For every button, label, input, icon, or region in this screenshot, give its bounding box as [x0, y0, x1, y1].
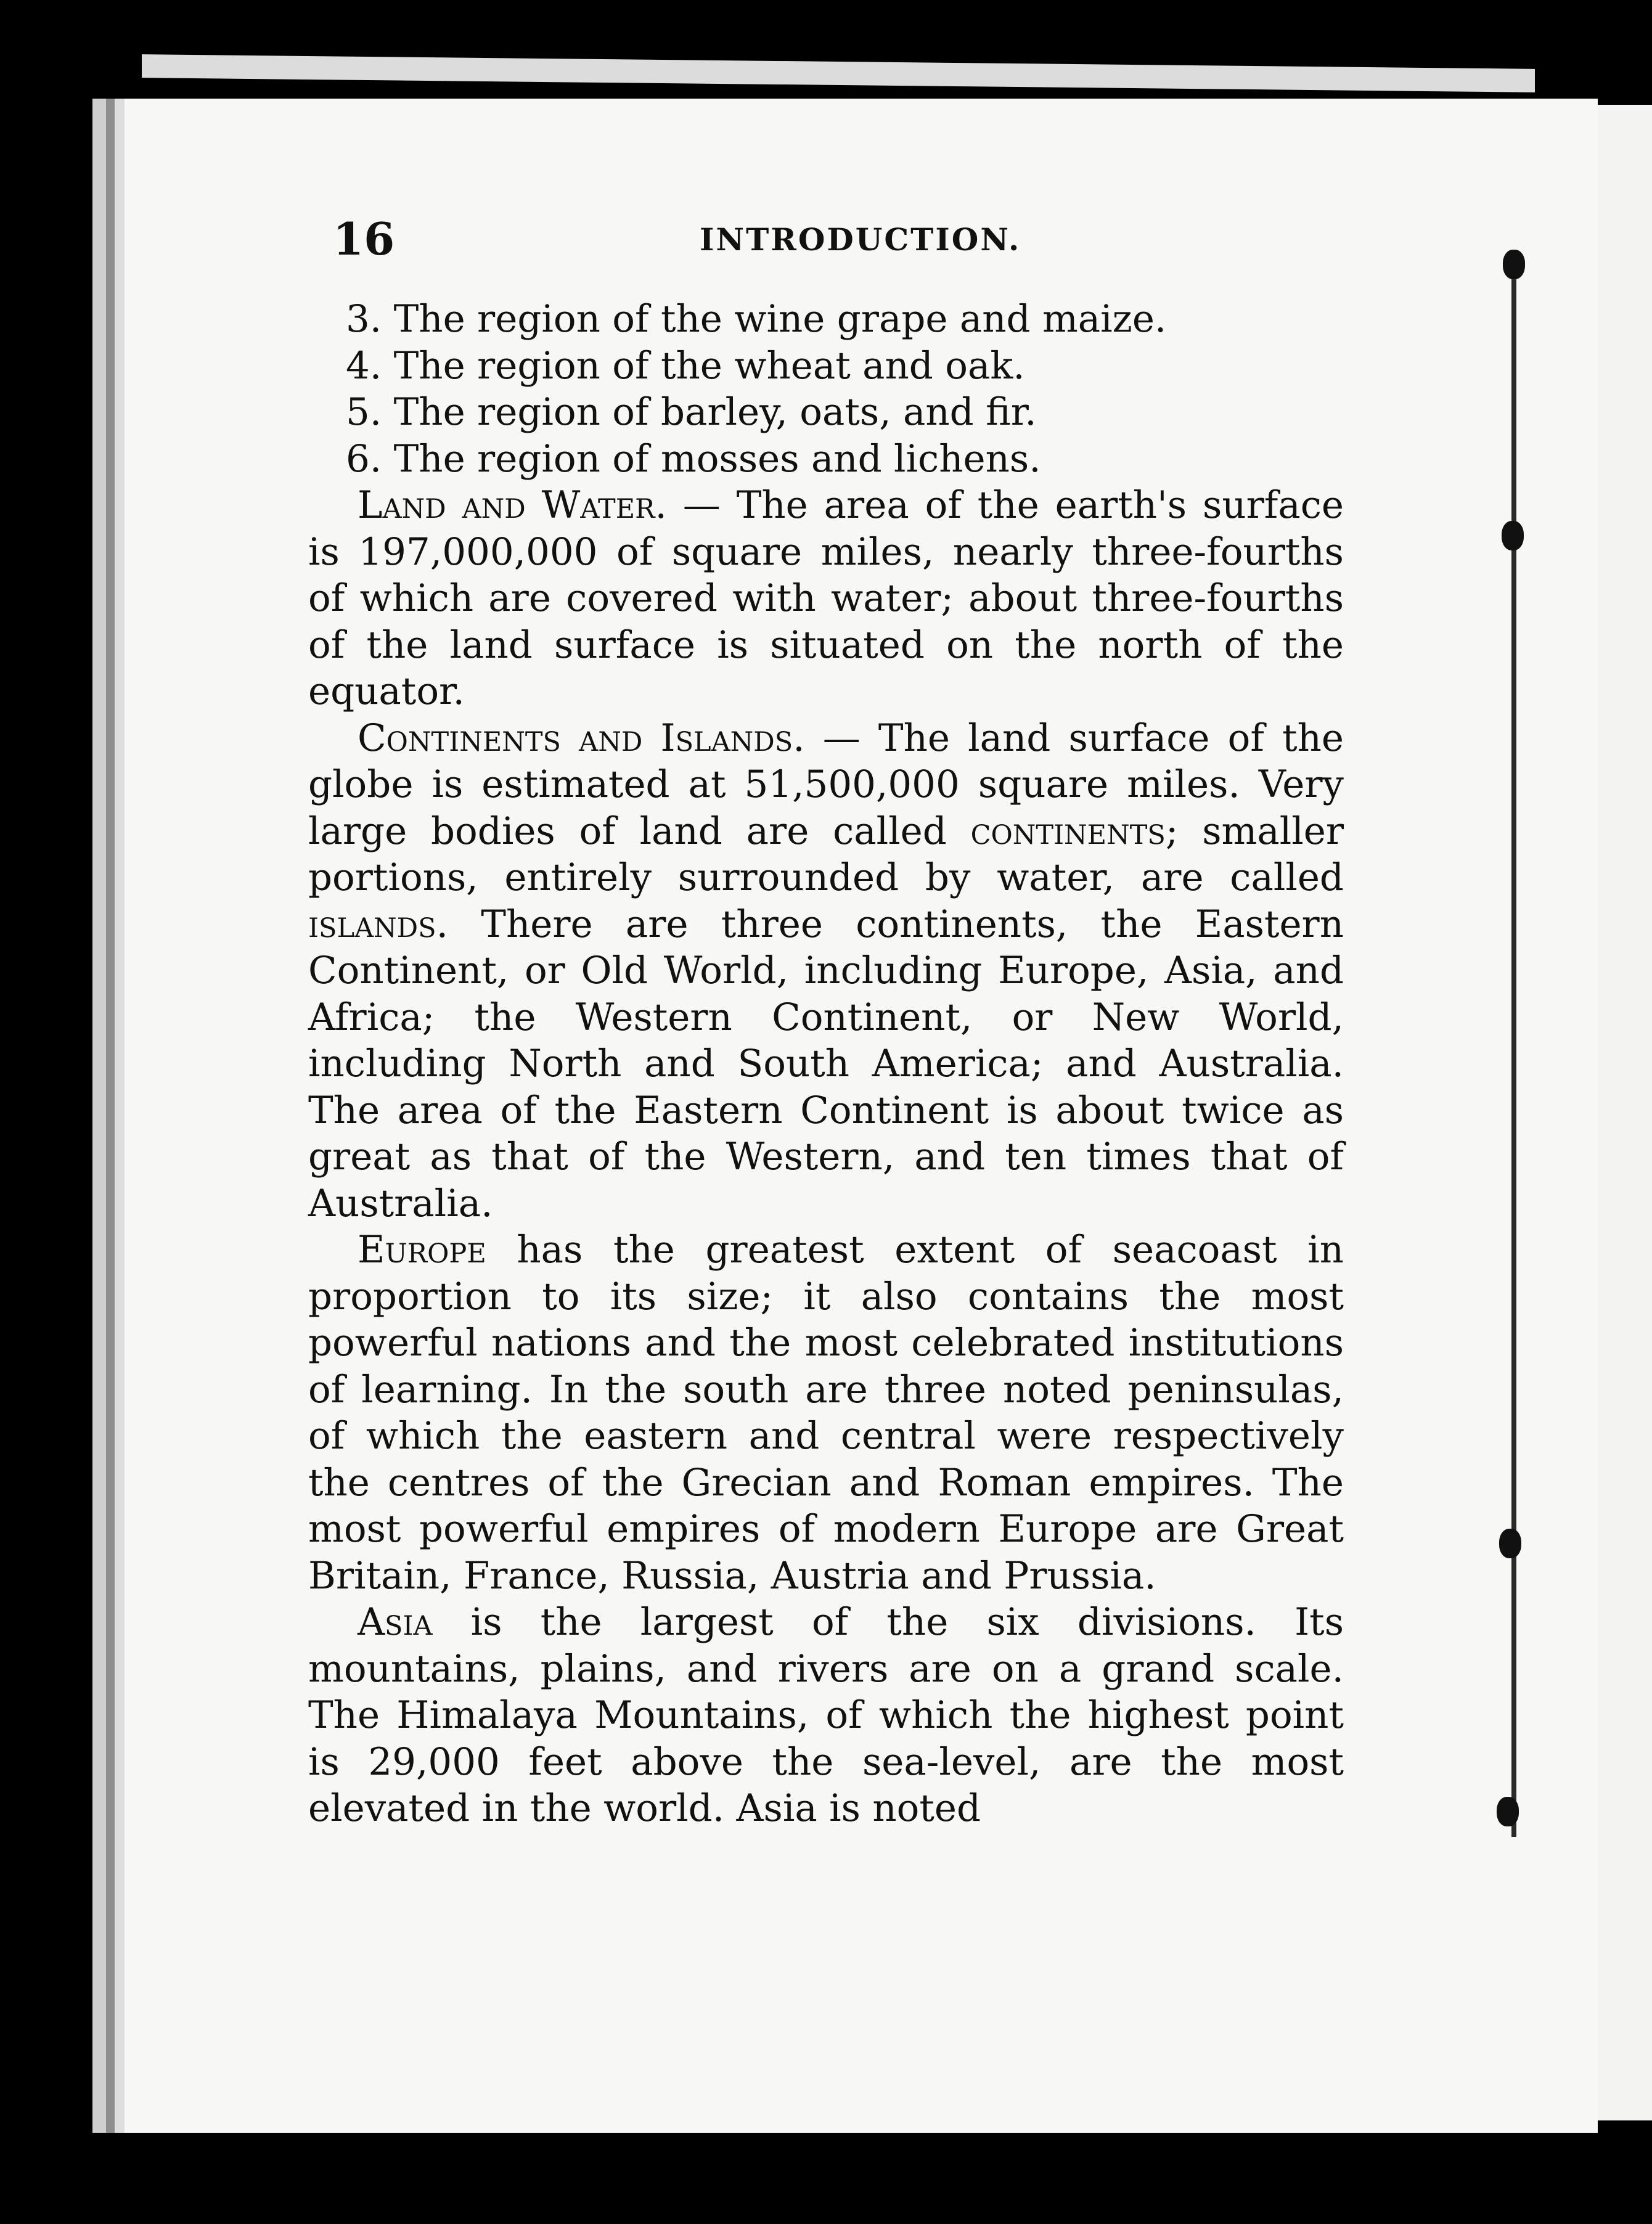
list-item: [308, 343, 1344, 390]
section-heading-land-water: Land and Water.: [358, 483, 667, 527]
list-item-number: 5.: [346, 390, 382, 434]
list-item-number: 4.: [346, 343, 382, 388]
running-head: [333, 213, 1504, 268]
page-number: 16: [333, 213, 395, 265]
heading-dash: —: [804, 716, 878, 760]
paragraph-text: The land surface of the globe is estimated at 51,500,000 square miles. Very large bodies of land are called: [308, 716, 1344, 853]
body-text: [308, 296, 1344, 1832]
stitch-mark-3: [1499, 1529, 1521, 1558]
list-item: [308, 389, 1344, 436]
section-heading-europe: Europe: [358, 1228, 486, 1272]
paragraph-text: is the largest of the six divisions. Its mountains, plains, and rivers are on a grand scale. The Himalaya Mountains, of which the highest point is 29,000 feet above the sea-level, are the most elevated in the world. Asia is noted: [308, 1600, 1344, 1830]
paragraph-text: has the greatest extent of seacoast in proportion to its size; it also contains the most powerful nations and the most celebrated institutions of learning. In the south are three noted peninsulas, of which the eastern and central were respectively the centres of the Grecian and Roman empires. The most powerful empires of modern Europe are Great Britain, France, Russia, Austria and Prussia.: [308, 1228, 1344, 1598]
list-item: [308, 436, 1344, 483]
stitch-mark-4: [1497, 1797, 1519, 1826]
list-item: [308, 296, 1344, 343]
section-heading-continents: Continents and Islands.: [358, 716, 805, 760]
term-continents: continents: [970, 809, 1166, 853]
paragraph-text: . There are three continents, the Eastern Continent, or Old World, including Europe, Asia, and Africa; the Western Continent, or New World, including North and South America; and Australia. The area of the Eastern Continent is about twice as great as that of the Western, and ten times that of Australia.: [308, 902, 1344, 1225]
list-item-number: 3.: [346, 297, 382, 341]
list-item-number: 6.: [346, 436, 382, 481]
section-heading-asia: Asia: [358, 1600, 433, 1644]
paragraph-continents: [308, 715, 1344, 1227]
list-item-text: The region of the wheat and oak.: [393, 343, 1025, 388]
stitch-mark-2: [1502, 521, 1524, 550]
list-item-text: The region of the wine grape and maize.: [393, 297, 1167, 341]
heading-dash: —: [666, 483, 737, 527]
term-islands: islands: [308, 902, 436, 946]
paragraph-asia: [308, 1599, 1344, 1832]
paragraph-land-water: [308, 482, 1344, 715]
list-item-text: The region of mosses and lichens.: [393, 436, 1041, 481]
paragraph-europe: [308, 1227, 1344, 1599]
paragraph-text: ; smaller portions, entirely surrounded by water, are called: [308, 809, 1344, 899]
list-item-text: The region of barley, oats, and fir.: [393, 390, 1037, 434]
paragraph-text: The area of the earth's surface is 197,000,000 of square miles, nearly three-fourths of which are covered with water; about three-fourths of the land surface is situated on the north of the equator.: [308, 483, 1344, 713]
running-title: INTRODUCTION.: [700, 221, 1021, 258]
stitch-mark-1: [1503, 250, 1525, 279]
binding-thread: [1511, 259, 1516, 1837]
